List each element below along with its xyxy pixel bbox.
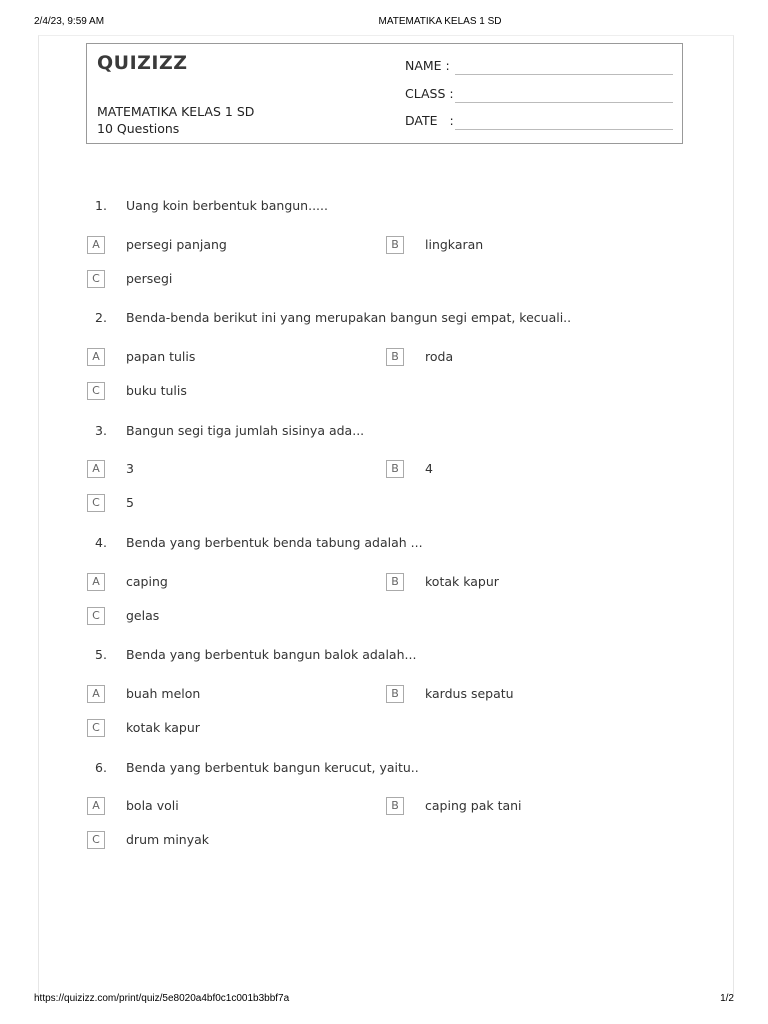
class-line <box>455 102 673 103</box>
question-number: 3. <box>95 423 107 438</box>
option-text: 4 <box>425 461 433 476</box>
option-letter: C <box>87 831 105 849</box>
option-6a <box>87 797 367 817</box>
option-letter: A <box>87 797 105 815</box>
option-letter: A <box>87 236 105 254</box>
question-number: 1. <box>95 198 107 213</box>
option-1c <box>87 270 367 290</box>
option-3c <box>87 494 367 514</box>
option-3b <box>386 460 666 480</box>
print-header <box>0 16 768 30</box>
option-letter: C <box>87 494 105 512</box>
option-1a <box>87 236 367 256</box>
question-3 <box>95 423 695 443</box>
option-text: persegi panjang <box>126 237 227 252</box>
option-text: papan tulis <box>126 349 196 364</box>
option-text: persegi <box>126 271 173 286</box>
option-text: kardus sepatu <box>425 686 514 701</box>
name-label: NAME : <box>405 58 450 73</box>
option-letter: B <box>386 348 404 366</box>
option-2a <box>87 348 367 368</box>
worksheet-header <box>86 43 683 144</box>
option-letter: A <box>87 685 105 703</box>
option-letter: B <box>386 573 404 591</box>
question-2 <box>95 310 695 330</box>
page-sheet <box>38 35 734 996</box>
option-letter: C <box>87 270 105 288</box>
question-text: Benda yang berbentuk benda tabung adalah ... <box>126 535 423 550</box>
option-letter: B <box>386 460 404 478</box>
print-datetime: 2/4/23, 9:59 AM <box>34 16 105 27</box>
option-5c <box>87 719 367 739</box>
name-field <box>405 58 673 76</box>
option-letter: A <box>87 460 105 478</box>
option-text: kotak kapur <box>425 574 499 589</box>
option-text: buku tulis <box>126 383 187 398</box>
option-text: kotak kapur <box>126 720 200 735</box>
class-field <box>405 86 673 104</box>
date-label: DATE : <box>405 113 454 128</box>
question-6 <box>95 760 695 780</box>
option-4c <box>87 607 367 627</box>
date-line <box>455 129 673 130</box>
question-text: Benda-benda berikut ini yang merupakan bangun segi empat, kecuali.. <box>126 310 572 325</box>
option-letter: A <box>87 573 105 591</box>
option-letter: B <box>386 797 404 815</box>
question-text: Uang koin berbentuk bangun..... <box>126 198 328 213</box>
question-5 <box>95 647 695 667</box>
option-text: gelas <box>126 608 160 623</box>
question-text: Benda yang berbentuk bangun balok adalah... <box>126 647 417 662</box>
option-2b <box>386 348 666 368</box>
print-page-number: 1/2 <box>720 993 734 1004</box>
option-3a <box>87 460 367 480</box>
question-4 <box>95 535 695 555</box>
question-count: 10 Questions <box>97 121 180 136</box>
option-letter: A <box>87 348 105 366</box>
option-letter: B <box>386 236 404 254</box>
question-text: Benda yang berbentuk bangun kerucut, yaitu.. <box>126 760 419 775</box>
option-text: lingkaran <box>425 237 484 252</box>
question-number: 5. <box>95 647 107 662</box>
option-text: bola voli <box>126 798 179 813</box>
option-letter: B <box>386 685 404 703</box>
option-4b <box>386 573 666 593</box>
date-field <box>405 113 673 131</box>
question-number: 4. <box>95 535 107 550</box>
option-2c <box>87 382 367 402</box>
option-letter: C <box>87 607 105 625</box>
question-1 <box>95 198 695 218</box>
question-number: 6. <box>95 760 107 775</box>
option-1b <box>386 236 666 256</box>
print-doc-title: MATEMATIKA KELAS 1 SD <box>378 16 502 27</box>
option-text: 3 <box>126 461 134 476</box>
option-text: 5 <box>126 495 134 510</box>
option-6b <box>386 797 666 817</box>
question-number: 2. <box>95 310 107 325</box>
print-footer <box>0 993 768 1007</box>
name-line <box>455 74 673 75</box>
option-letter: C <box>87 382 105 400</box>
option-text: buah melon <box>126 686 201 701</box>
quiz-title: MATEMATIKA KELAS 1 SD <box>97 104 255 119</box>
class-label: CLASS : <box>405 86 454 101</box>
question-text: Bangun segi tiga jumlah sisinya ada... <box>126 423 365 438</box>
option-6c <box>87 831 367 851</box>
option-text: caping <box>126 574 168 589</box>
option-text: roda <box>425 349 454 364</box>
option-letter: C <box>87 719 105 737</box>
option-5b <box>386 685 666 705</box>
quizizz-logo: QUIZIZZ <box>97 52 188 74</box>
option-4a <box>87 573 367 593</box>
option-text: drum minyak <box>126 832 210 847</box>
print-url[interactable]: https://quizizz.com/print/quiz/5e8020a4bf0c1c001b3bbf7a <box>34 993 290 1004</box>
option-5a <box>87 685 367 705</box>
option-text: caping pak tani <box>425 798 522 813</box>
